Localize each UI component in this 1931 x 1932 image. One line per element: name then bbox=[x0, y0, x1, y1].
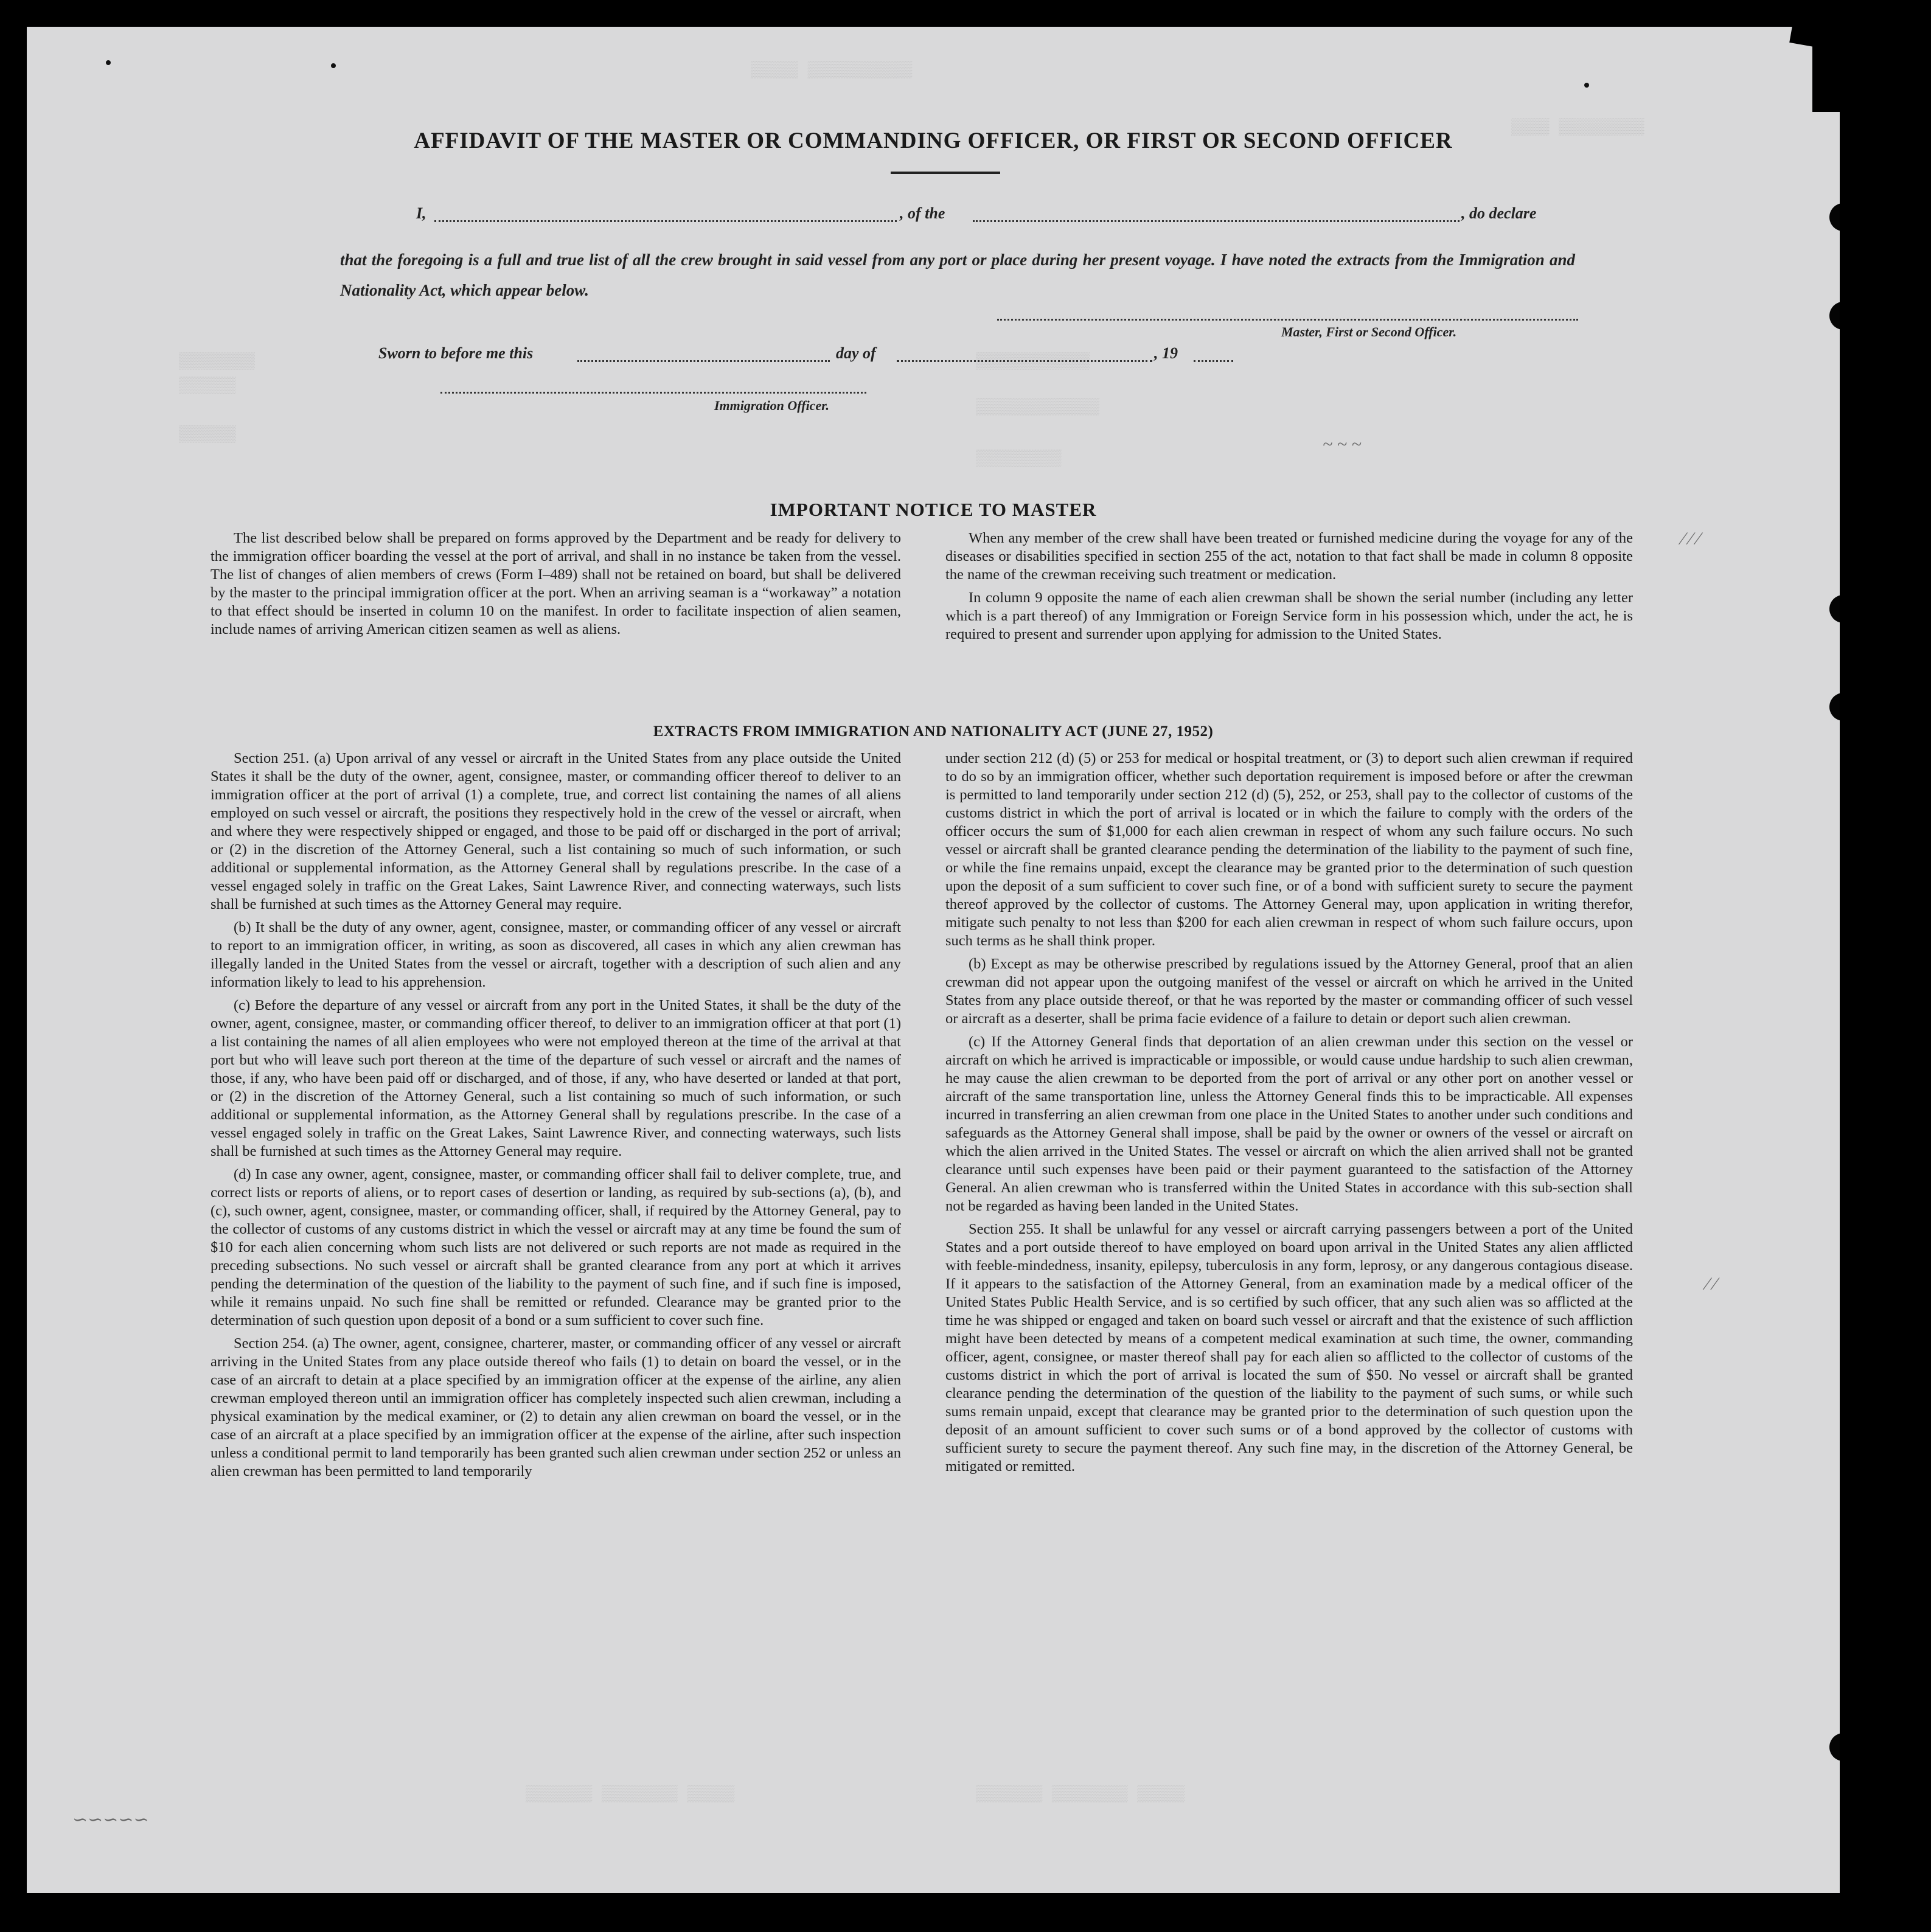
punch-hole bbox=[1829, 302, 1840, 330]
sworn-label: Sworn to before me this bbox=[378, 344, 534, 362]
master-signature-caption: Master, First or Second Officer. bbox=[1281, 324, 1457, 339]
document-page bbox=[27, 27, 1840, 1893]
do-declare-label: , do declare bbox=[1461, 204, 1537, 222]
punch-hole bbox=[1829, 203, 1840, 231]
section-254-c: (c) If the Attorney General finds that deportation of an alien crewman under this section on the vessel or aircraft on which he arrived is impracticable or impossible, or would cause undue hardship to such alien crewman, he may cause the alien crewman to be deported from the port of arrival or any other port on another vessel or aircraft of the same transportation line, unless the Attorney General finds this to be impracticable. All expenses incurred in transferring an alien crewman from one place in the United States to another under such conditions and safeguards as the Attorney General shall impose, shall be paid by the owner or owners of the vessel or aircraft on which the alien arrived in the United States. The vessel or aircraft on which the alien arrived shall not be granted clearance until such expenses have been paid or their payment guaranteed to the satisfaction of the Attorney General. An alien crewman who is transferred within the United States in accordance with this sub-section shall not be regarded as having been landed in the United States. bbox=[945, 1034, 1633, 1214]
bleed-through: ▒▒▒▒▒▒▒▒▒▒▒▒▒ bbox=[976, 398, 1099, 416]
bleed-through: ▒▒▒▒▒▒▒ ▒▒▒▒▒▒▒▒ ▒▒▒▒▒ bbox=[526, 1785, 735, 1803]
bleed-through: ▒▒▒▒▒▒▒▒▒ bbox=[976, 450, 1062, 468]
speck bbox=[1584, 83, 1589, 88]
bleed-through: ▒▒▒▒▒▒▒▒ bbox=[179, 352, 255, 370]
section-251-b: (b) It shall be the duty of any owner, agent, consignee, master, or commanding officer of any vessel or aircraft to report to an immigration officer, in writing, as soon as discovered, all cases in which any alien crewman has illegally landed in the United States from the vessel or aircraft, together with a description of such alien and any information likely to lead to his apprehension. bbox=[210, 919, 901, 990]
bleed-through: ▒▒▒▒▒ ▒▒▒▒▒▒▒▒▒▒▒ bbox=[751, 61, 913, 79]
section-254-b: (b) Except as may be otherwise prescribed by regulations issued by the Attorney General, proof that an alien crewman did not appear upon the outgoing manifest of the vessel or aircraft on which he arrived in the United States from any place outside thereof, or that he was reported by the master or commanding officer of such vessel or aircraft as a deserter, shall be prima facie evidence of a failure to detain or deport such alien crewman. bbox=[945, 956, 1633, 1027]
extracts-left-column bbox=[210, 749, 901, 1485]
sworn-month-line[interactable] bbox=[897, 360, 1152, 362]
punch-hole bbox=[1829, 1733, 1840, 1761]
section-254-a: Section 254. (a) The owner, agent, consignee, charterer, master, or commanding officer of any vessel or aircraft arriving in the United States from any place outside thereof who fails (1) to detain on board the vessel, or in the case of an aircraft to detain at a place specified by an immigration officer at the expense of the airline, any alien crewman employed thereon until an immigration officer has completely inspected such alien crewman, including a physical examination by the medical examiner, or (2) to detain any alien crewman on board the vessel, or in the case of an aircraft at a place specified by an immigration officer at the expense of the airline, after such inspection unless a conditional permit to land temporarily has been granted such alien crewman under section 252 or unless an alien crewman has been permitted to land temporarily bbox=[210, 1335, 901, 1479]
section-251-d: (d) In case any owner, agent, consignee, master, or commanding officer shall fail to deliver complete, true, and correct lists or reports of aliens, or to report cases of desertion or landing, as required by sub-sections (a), (b), and (c), such owner, agent, consignee, master, or commanding officer, shall, if required by the Attorney General, pay to the collector of customs of any customs district in which the vessel or aircraft may at any time be found the sum of $10 for each alien concerning whom such lists are not delivered or such reports are not made as required in the preceding subsections. No such vessel or aircraft shall be granted clearance from any port at which it arrives pending the determination of the question of the liability to the payment of such fine, and if such fine is imposed, while it remains unpaid. No such fine shall be remitted or refunded. Clearance may be granted prior to the determination of such question upon deposit of a bond or a sum sufficient to cover such fine. bbox=[210, 1166, 901, 1329]
declarant-name-line[interactable] bbox=[434, 220, 897, 222]
sworn-day-line[interactable] bbox=[577, 360, 830, 362]
extracts-right-column bbox=[945, 749, 1633, 1481]
bleed-through: ▒▒▒▒▒▒ bbox=[179, 425, 236, 443]
handwritten-mark: ⁄ ⁄ bbox=[1706, 1274, 1717, 1294]
officer-signature-line[interactable] bbox=[440, 392, 866, 394]
notice-right-paragraph-2: In column 9 opposite the name of each alien crewman shall be shown the serial number (including any letter which is a part thereof) of any Immigration or Foreign Service form in his possession which, under the act, he is required to present and surrender upon applying for admission to the United States. bbox=[945, 589, 1633, 642]
section-251-c: (c) Before the departure of any vessel or aircraft from any port in the United States, it shall be the duty of the owner, agent, consignee, master, or commanding officer thereof, to deliver to an immigration officer at that port (1) a list containing the names of all alien employees who were not employed thereon at the time of the arrival at that port but who will leave such port thereon at the time of the departure of such vessel or aircraft and the names of those, if any, who have been paid off or discharged, and of those, if any, who have deserted or landed at that port, or (2) in the discretion of the Attorney General, such a list containing so much of such information, or such additional or supplemental information, as the Attorney General shall by regulations prescribe. In the case of a vessel engaged solely in traffic on the Great Lakes, Saint Lawrence River, and connecting waterways, such lists shall be furnished at such times as the Attorney General may require. bbox=[210, 997, 901, 1159]
notice-right-paragraph-1: When any member of the crew shall have been treated or furnished medicine during the voyage for any of the diseases or disabilities specified in section 255 of the act, notation to that fact shall be made in column 8 opposite the name of the crewman receiving such treatment or medication. bbox=[945, 530, 1633, 583]
officer-signature-caption: Immigration Officer. bbox=[714, 398, 830, 413]
notice-right-column bbox=[945, 529, 1633, 648]
speck bbox=[331, 63, 336, 68]
vessel-position-line[interactable] bbox=[973, 220, 1460, 222]
bleed-through: ▒▒▒▒▒▒▒ ▒▒▒▒▒▒▒▒ ▒▒▒▒▒ bbox=[976, 1785, 1185, 1803]
declarant-label: I, bbox=[416, 204, 426, 222]
of-the-label: , of the bbox=[900, 204, 945, 222]
punch-hole bbox=[1829, 595, 1840, 623]
extracts-title: EXTRACTS FROM IMMIGRATION AND NATIONALITY ACT (JUNE 27, 1952) bbox=[653, 723, 1214, 740]
handwritten-scrawl: ∽∽∽∽∽ bbox=[72, 1810, 149, 1830]
handwritten-mark: ⁄ ⁄ ⁄ bbox=[1682, 529, 1700, 549]
bleed-through: ▒▒▒▒▒▒ bbox=[179, 377, 236, 395]
handwritten-mark: ~ ~ ~ bbox=[1323, 434, 1362, 454]
notice-left-paragraph: The list described below shall be prepared on forms approved by the Department and be ready for delivery to the immigration officer boarding the vessel at the port of arrival, and shall in no instance be taken from the vessel. The list of changes of alien members of crews (Form I–489) shall not be retained on board, but shall be delivered by the master to the principal immigration officer at the port. When an arriving seaman is a “workaway” a notation to that effect should be inserted in column 10 on the manifest. In order to facilitate inspection of alien seamen, include names of arriving American citizen seamen as well as aliens. bbox=[210, 530, 901, 638]
declaration-text: that the foregoing is a full and true list of all the crew brought in said vessel from any port or place during her present voyage. I have noted the extracts from the Immigration and Nationality Act, which appear below. bbox=[340, 251, 1575, 299]
page-title: AFFIDAVIT OF THE MASTER OR COMMANDING OFFICER, OR FIRST OR SECOND OFFICER bbox=[414, 128, 1453, 153]
day-of-label: day of bbox=[836, 344, 876, 362]
notice-title: IMPORTANT NOTICE TO MASTER bbox=[770, 499, 1097, 520]
torn-corner bbox=[1812, 45, 1840, 112]
notice-left-column bbox=[210, 529, 901, 644]
bleed-through: ▒▒▒▒ ▒▒▒▒▒▒▒▒▒ bbox=[1511, 118, 1644, 136]
speck bbox=[106, 60, 111, 65]
sworn-year-line[interactable] bbox=[1194, 360, 1233, 362]
section-255: Section 255. It shall be unlawful for any vessel or aircraft carrying passengers between a port of the United States and a port outside thereof to have employed on board upon arrival in the United States any alien afflicted with feeble-mindedness, insanity, epilepsy, tuberculosis in any form, leprosy, or any dangerous contagious disease. If it appears to the satisfaction of the Attorney General, from an examination made by a medical officer of the United States Public Health Service, and is so certified by such officer, that any such alien was so afflicted at the time he was shipped or engaged and taken on board such vessel or aircraft and that the existence of such affliction might have been detected by means of a competent medical examination at such time, the owner, commanding officer, agent, consignee, or master thereof shall pay for each alien so afflicted to the collector of customs of the customs district in which the port of arrival is located the sum of $50. No vessel or aircraft shall be granted clearance pending the determination of the question of the liability to the payment of such sums, or while such sums remain unpaid, except that clearance may be granted prior to the determination of such question upon the deposit of an amount sufficient to cover such sums or of a bond approved by the collector of customs with sufficient surety to secure the payment thereof. Any such fine may, in the discretion of the Attorney General, be mitigated or remitted. bbox=[945, 1221, 1633, 1475]
section-251-a: Section 251. (a) Upon arrival of any vessel or aircraft in the United States from any place outside the United States it shall be the duty of the owner, agent, consignee, master, or commanding officer thereof to deliver to an immigration officer at the port of arrival (1) a complete, true, and correct list containing the names of all aliens employed on such vessel or aircraft, the positions they respectively hold in the crew of the vessel or aircraft, when and where they were respectively shipped or engaged, and those to be paid off or discharged in the port of arrival; or (2) in the discretion of the Attorney General, such a list containing so much of such information, or such additional or supplemental information, as the Attorney General shall by regulations prescribe. In the case of a vessel engaged solely in traffic on the Great Lakes, Saint Lawrence River, and connecting waterways, such lists shall be furnished at such times as the Attorney General may require. bbox=[210, 750, 901, 912]
section-254-a-continued: under section 212 (d) (5) or 253 for medical or hospital treatment, or (3) to deport such alien crewman if required to do so by an immigration officer, whether such deportation requirement is imposed before or after the crewman is permitted to land temporarily under section 212 (d) (5), 252, or 253, shall pay to the collector of customs of the customs district in which the port of arrival is located or in which the failure to comply with the orders of the officer occurs the sum of $1,000 for each alien crewman in respect of whom any such failure occurs. No such vessel or aircraft shall be granted clearance pending the determination of the liability to the payment of such fine, or while the fine remains unpaid, except the clearance may be granted prior to the determination of such question upon the deposit of a sum sufficient to cover such fine, or of a bond with sufficient surety to secure the payment thereof approved by the collector of customs. The Attorney General may, upon application in writing therefor, mitigate such penalty to not less than $200 for each alien crewman in respect of whom such failure occurs, upon such terms as he shall think proper. bbox=[945, 750, 1633, 949]
bleed-through: ▒▒▒▒▒▒▒▒▒▒▒▒ bbox=[976, 352, 1090, 370]
year-label: , 19 bbox=[1154, 344, 1178, 362]
title-underline bbox=[891, 172, 1000, 174]
master-signature-line[interactable] bbox=[997, 319, 1578, 321]
punch-hole bbox=[1829, 693, 1840, 721]
